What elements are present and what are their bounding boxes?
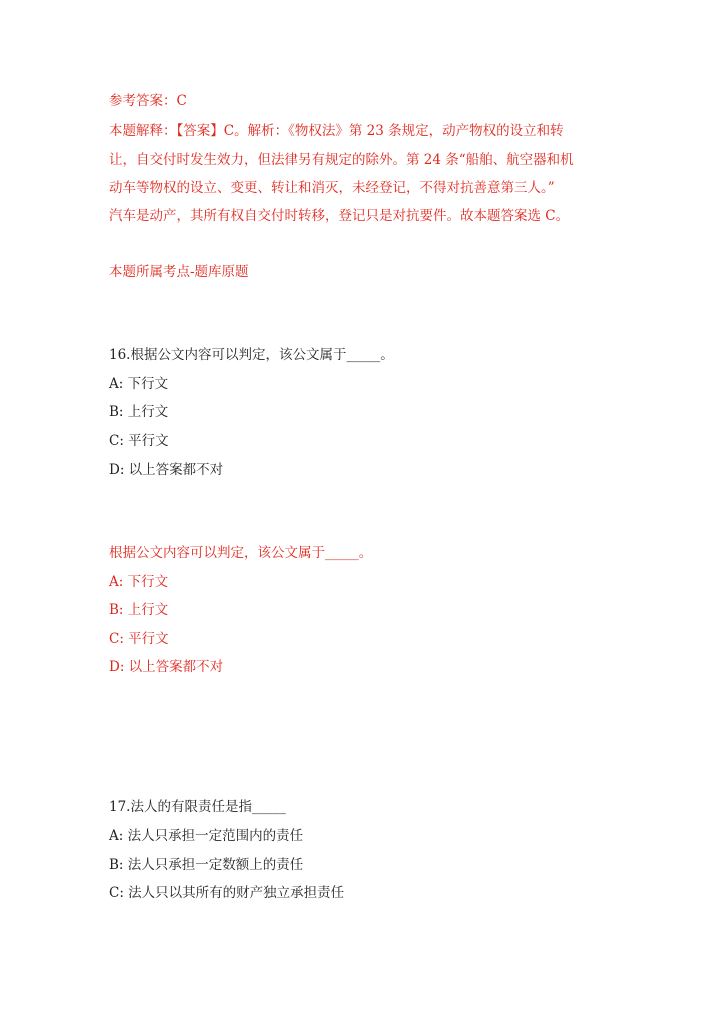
question-16-option-a: A: 下行文 [109,376,169,392]
question-17-option-c: C: 法人只以其所有的财产独立承担责任 [109,885,345,901]
question-16-stem: 16.根据公文内容可以判定，该公文属于_____。 [109,347,394,363]
question-16-option-b: B: 上行文 [109,404,169,420]
explanation-line-1: 本题解释：【答案】C。解析：《物权法》第 23 条规定，动产物权的设立和转 [109,123,564,139]
question-16-repeat-option-b: B: 上行文 [109,602,169,618]
question-16-repeat-stem: 根据公文内容可以判定，该公文属于_____。 [109,545,373,561]
question-17-option-b: B: 法人只承担一定数额上的责任 [109,857,304,873]
question-16-option-d: D: 以上答案都不对 [109,462,224,478]
question-16-repeat-option-a: A: 下行文 [109,574,169,590]
explanation-line-4: 汽车是动产，其所有权自交付时转移，登记只是对抗要件。故本题答案选 C。 [109,208,570,224]
explanation-line-3: 动车等物权的设立、变更、转让和消灭，未经登记，不得对抗善意第三人。” [109,180,555,196]
question-16-repeat-option-c: C: 平行文 [109,631,169,647]
question-17-option-a: A: 法人只承担一定范围内的责任 [109,828,304,844]
question-17-stem: 17.法人的有限责任是指_____ [109,799,286,815]
question-16-option-c: C: 平行文 [109,433,169,449]
explanation-line-2: 让，自交付时发生效力，但法律另有规定的除外。第 24 条“船舶、航空器和机 [109,152,574,168]
question-source: 本题所属考点-题库原题 [109,264,249,280]
reference-answer: 参考答案：C [109,93,187,109]
question-16-repeat-option-d: D: 以上答案都不对 [109,659,224,675]
